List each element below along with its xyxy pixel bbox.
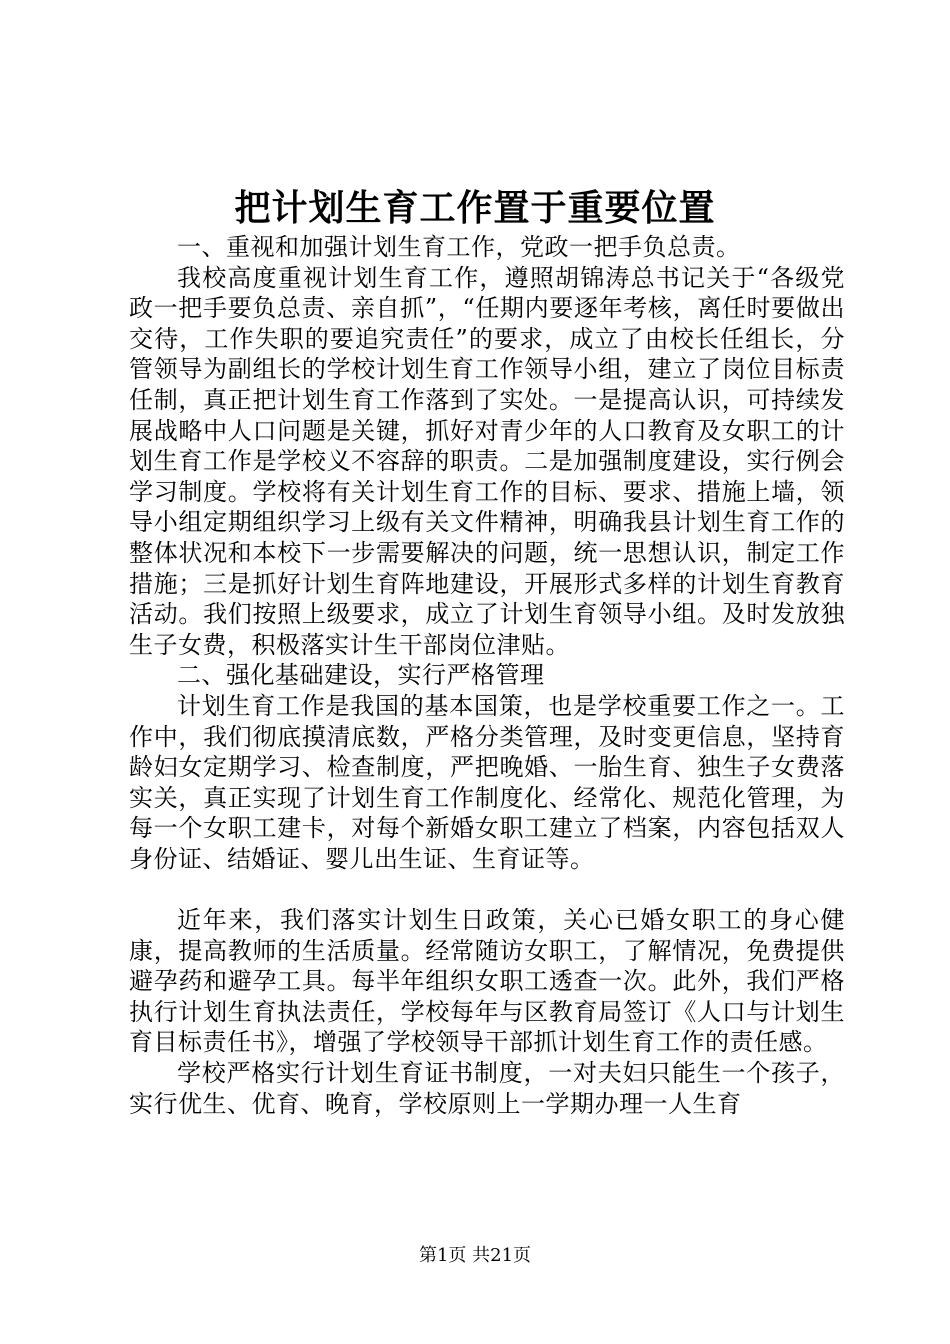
- blank-line: [129, 874, 845, 905]
- paragraph-2: 计划生育工作是我国的基本国策，也是学校重要工作之一。工作中，我们彻底摸清底数，严格分类管理，及时变更信息，坚持育龄妇女定期学习、检查制度，严把晚婚、一胎生育、独生子女费落实关，真正实现了计划生育工作制度化、经常化、规范化管理，为每一个女职工建卡，对每个新婚女职工建立了档案，内容包括双人身份证、结婚证、婴儿出生证、生育证等。: [129, 691, 845, 873]
- section-heading-1: 一、重视和加强计划生育工作，党政一把手负总责。: [177, 233, 741, 261]
- section-heading-2: 二、强化基础建设，实行严格管理: [177, 661, 545, 690]
- paragraph-3: 近年来，我们落实计划生日政策，关心已婚女职工的身心健康，提高教师的生活质量。经常随访女职工，了解情况，免费提供避孕药和避孕工具。每半年组织女职工透查一次。此外，我们严格执行计划生育执法责任，学校每年与区教育局签订《人口与计划生育目标责任书》，增强了学校领导干部抓计划生育工作的责任感。: [129, 906, 845, 1057]
- document-title: 把计划生育工作置于重要位置: [234, 187, 716, 229]
- page-number: 第1页 共21页: [418, 1245, 532, 1266]
- paragraph-1: 我校高度重视计划生育工作，遵照胡锦涛总书记关于“各级党政一把手要负总责、亲自抓”，“任期内要逐年考核，离任时要做出交待，工作失职的要追究责任”的要求，成立了由校长任组长，分管领导为副组长的学校计划生育工作领导小组，建立了岗位目标责任制，真正把计划生育工作落到了实处。一是提高认识，可持续发展战略中人口问题是关键，抓好对青少年的人口教育及女职工的计划生育工作是学校义不容辞的职责。二是加强制度建设，实行例会学习制度。学校将有关计划生育工作的目标、要求、措施上墙，领导小组定期组织学习上级有关文件精神，明确我县计划生育工作的整体状况和本校下一步需要解决的问题，统一思想认识，制定工作措施；三是抓好计划生育阵地建设，开展形式多样的计划生育教育活动。我们按照上级要求，成立了计划生育领导小组。及时发放独生子女费，积极落实计生干部岗位津贴。: [129, 263, 845, 659]
- document-body: [129, 232, 845, 1119]
- paragraph-4: 学校严格实行计划生育证书制度，一对夫妇只能生一个孩子，实行优生、优育、晚育，学校原则上一学期办理一人生育: [129, 1059, 845, 1118]
